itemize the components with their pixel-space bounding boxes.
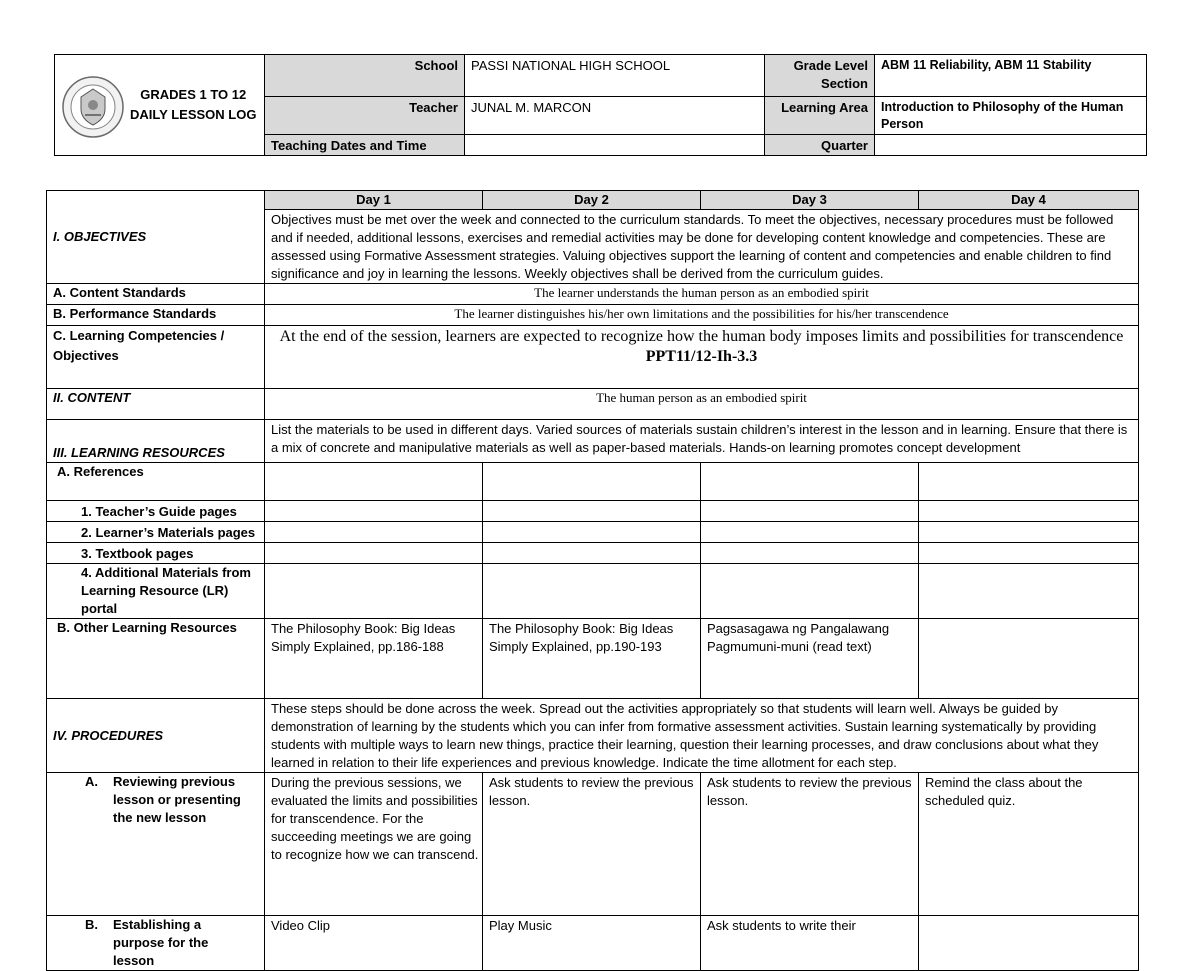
- day-4-header: Day 4: [919, 191, 1139, 210]
- school-value: PASSI NATIONAL HIGH SCHOOL: [465, 55, 765, 97]
- textbook-day1: [265, 543, 483, 564]
- learners-materials-day1: [265, 522, 483, 543]
- other-resources-day2: The Philosophy Book: Big Ideas Simply Explained, pp.190-193: [483, 619, 701, 699]
- learners-materials-day4: [919, 522, 1139, 543]
- textbook-day2: [483, 543, 701, 564]
- references-day2: [483, 463, 701, 501]
- header-table: [54, 54, 1147, 156]
- references-day3: [701, 463, 919, 501]
- teachers-guide-day3: [701, 501, 919, 522]
- procedures-label: IV. PROCEDURES: [47, 699, 265, 773]
- teachers-guide-day1: [265, 501, 483, 522]
- procedure-b-day4: [919, 916, 1139, 971]
- grade-label: Grade Level Section: [765, 55, 875, 97]
- day-3-header: Day 3: [701, 191, 919, 210]
- procedure-a-text: Reviewing previous lesson or presenting the new lesson: [113, 774, 241, 825]
- procedure-b-label: [47, 916, 265, 971]
- procedure-a-day3: Ask students to review the previous lesson.: [701, 773, 919, 916]
- content-label: II. CONTENT: [47, 389, 265, 420]
- learners-materials-day3: [701, 522, 919, 543]
- references-day4: [919, 463, 1139, 501]
- procedure-a-day2: Ask students to review the previous lesson.: [483, 773, 701, 916]
- learners-materials-label: 2. Learner’s Materials pages: [47, 522, 265, 543]
- teachers-guide-day4: [919, 501, 1139, 522]
- dates-label: Teaching Dates and Time: [265, 135, 465, 156]
- teacher-label: Teacher: [265, 97, 465, 135]
- objectives-label: I. OBJECTIVES: [47, 191, 265, 284]
- textbook-day3: [701, 543, 919, 564]
- teachers-guide-label: 1. Teacher’s Guide pages: [47, 501, 265, 522]
- competencies-label: C. Learning Competencies / Objectives: [47, 326, 265, 389]
- deped-seal-icon: [61, 75, 125, 139]
- other-resources-day3: Pagsasagawa ng Pangalawang Pagmumuni-muni (read text): [701, 619, 919, 699]
- learning-area-value: Introduction to Philosophy of the Human Person: [875, 97, 1147, 135]
- competencies-value: At the end of the session, learners are expected to recognize how the human body imposes limits and possibilities for transcendence: [279, 328, 1124, 345]
- performance-standards-value: The learner distinguishes his/her own limitations and the possibilities for his/her transcendence: [265, 305, 1139, 326]
- day-1-header: Day 1: [265, 191, 483, 210]
- additional-materials-day3: [701, 564, 919, 619]
- references-label: A. References: [47, 463, 265, 501]
- performance-standards-label: B. Performance Standards: [47, 305, 265, 326]
- teachers-guide-day2: [483, 501, 701, 522]
- teacher-value: JUNAL M. MARCON: [465, 97, 765, 135]
- textbook-day4: [919, 543, 1139, 564]
- competencies-code: PPT11/12-Ih-3.3: [645, 348, 758, 365]
- content-value: The human person as an embodied spirit: [265, 389, 1139, 420]
- procedure-a-label: [47, 773, 265, 916]
- dates-value: [465, 135, 765, 156]
- learning-area-label: Learning Area: [765, 97, 875, 135]
- procedure-a-day1: During the previous sessions, we evaluated the limits and possibilities for transcendence. For the succeeding meetings we are going to recognize how we can transcend.: [265, 773, 483, 916]
- procedure-b-text: Establishing a purpose for the lesson: [113, 917, 209, 968]
- other-resources-label: B. Other Learning Resources: [47, 619, 265, 699]
- additional-materials-label: 4. Additional Materials from Learning Resource (LR) portal: [47, 564, 265, 619]
- log-title: [127, 55, 265, 156]
- title-line2: DAILY LESSON LOG: [130, 107, 257, 122]
- content-standards-value: The learner understands the human person as an embodied spirit: [265, 284, 1139, 305]
- procedure-a-letter: A.: [85, 774, 98, 789]
- grade-value: ABM 11 Reliability, ABM 11 Stability: [875, 55, 1147, 97]
- competencies-cell: [265, 326, 1139, 389]
- procedure-b-letter: B.: [85, 917, 98, 932]
- objectives-note: Objectives must be met over the week and connected to the curriculum standards. To meet the objectives, necessary procedures must be followed and if needed, additional lessons, exercises and remedial activities may be done for developing content knowledge and competencies. These are assessed using Formative Assessment strategies. Valuing objectives support the learning of content and competencies and enable children to find significance and joy in learning the lessons. Weekly objectives shall be derived from the curriculum guides.: [265, 210, 1139, 284]
- quarter-value: [875, 135, 1147, 156]
- procedures-note: These steps should be done across the week. Spread out the activities appropriately so that students will learn well. Always be guided by demonstration of learning by the students which you can infer from formative assessment activities. Sustain learning systematically by providing students with multiple ways to learn new things, practice their learning, question their learning processes, and draw conclusions about what they learned in relation to their life experiences and previous knowledge. Indicate the time allotment for each step.: [265, 699, 1139, 773]
- references-day1: [265, 463, 483, 501]
- procedure-b-day1: Video Clip: [265, 916, 483, 971]
- quarter-label: Quarter: [765, 135, 875, 156]
- other-resources-day1: The Philosophy Book: Big Ideas Simply Explained, pp.186-188: [265, 619, 483, 699]
- textbook-label: 3. Textbook pages: [47, 543, 265, 564]
- procedure-a-day4: Remind the class about the scheduled quiz.: [919, 773, 1139, 916]
- procedure-b-day2: Play Music: [483, 916, 701, 971]
- additional-materials-day1: [265, 564, 483, 619]
- other-resources-day4: [919, 619, 1139, 699]
- learning-resources-label: III. LEARNING RESOURCES: [47, 420, 265, 463]
- school-label: School: [265, 55, 465, 97]
- procedure-b-day3: Ask students to write their: [701, 916, 919, 971]
- content-standards-label: A. Content Standards: [47, 284, 265, 305]
- lesson-log-table: [46, 190, 1139, 971]
- additional-materials-day4: [919, 564, 1139, 619]
- day-2-header: Day 2: [483, 191, 701, 210]
- deped-seal-logo: [55, 55, 127, 156]
- title-line1: GRADES 1 TO 12: [140, 87, 247, 102]
- additional-materials-day2: [483, 564, 701, 619]
- learning-resources-note: List the materials to be used in different days. Varied sources of materials sustain children’s interest in the lesson and in learning. Ensure that there is a mix of concrete and manipulative materials as well as paper-based materials. Hands-on learning promotes concept development: [265, 420, 1139, 463]
- learners-materials-day2: [483, 522, 701, 543]
